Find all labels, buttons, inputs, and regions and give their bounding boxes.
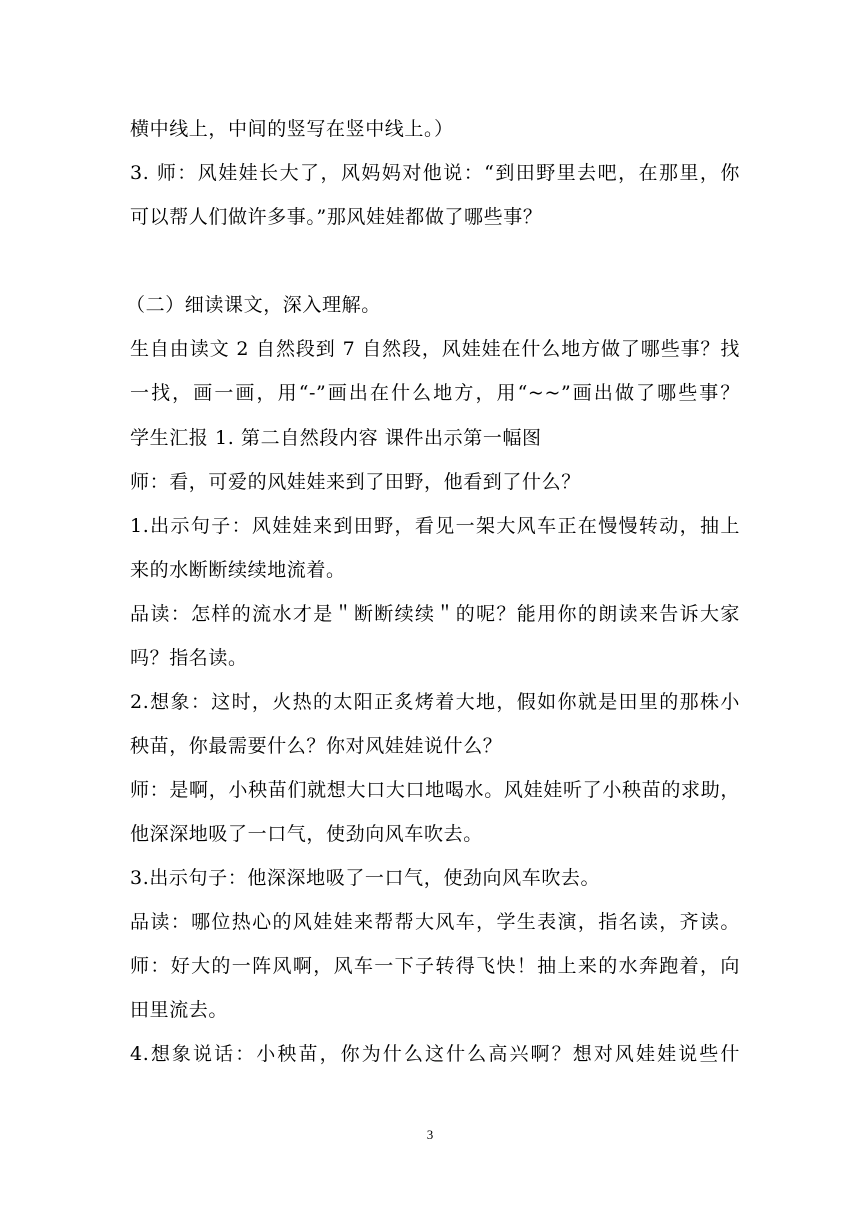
text-line: 品读：哪位热心的风娃娃来帮帮大风车，学生表演，指名读，齐读。 (130, 911, 740, 933)
text-line: 3.出示句子：他深深地吸了一口气，使劲向风车吹去。 (130, 867, 601, 889)
text-line: 他深深地吸了一口气，使劲向风车吹去。 (130, 823, 483, 845)
text-line: 师：看，可爱的风娃娃来到了田野，他看到了什么？ (130, 471, 581, 493)
text-line: 师：好大的一阵风啊，风车一下子转得飞快！抽上来的水奔跑着，向 (130, 955, 740, 977)
text-line: 1.出示句子：风娃娃来到田野，看见一架大风车正在慢慢转动，抽上 (130, 515, 740, 537)
text-line: 田里流去。 (130, 999, 229, 1021)
text-line: 可以帮人们做许多事。”那风娃娃都做了哪些事？ (130, 206, 543, 228)
text-line: 师：是啊，小秧苗们就想大口大口地喝水。风娃娃听了小秧苗的求助， (130, 779, 740, 801)
text-line: 横中线上，中间的竖写在竖中线上。） (130, 118, 454, 140)
text-line: 学生汇报 1. 第二自然段内容 课件出示第一幅图 (130, 427, 542, 449)
text-line: 秧苗，你最需要什么？你对风娃娃说什么？ (130, 735, 503, 757)
text-line: 生自由读文 2 自然段到 7 自然段，风娃娃在什么地方做了哪些事？找 (130, 338, 740, 360)
text-line: 2.想象：这时，火热的太阳正炙烤着大地，假如你就是田里的那株小 (130, 691, 740, 713)
text-line: 4.想象说话：小秧苗，你为什么这什么高兴啊？想对风娃娃说些什 (130, 1043, 740, 1065)
page-number: 3 (426, 1127, 434, 1142)
section-heading: （二）细读课文，深入理解。 (126, 294, 381, 316)
text-line: 一找，画一画，用“-”画出在什么地方，用“~~”画出做了哪些事？ (130, 382, 740, 404)
text-line: 3. 师：风娃娃长大了，风妈妈对他说：“到田野里去吧，在那里，你 (130, 162, 740, 184)
text-line: 吗？指名读。 (130, 647, 248, 669)
text-line: 来的水断断续续地流着。 (130, 559, 346, 581)
text-line: 品读：怎样的流水才是＂断断续续＂的呢？能用你的朗读来告诉大家 (130, 603, 740, 625)
